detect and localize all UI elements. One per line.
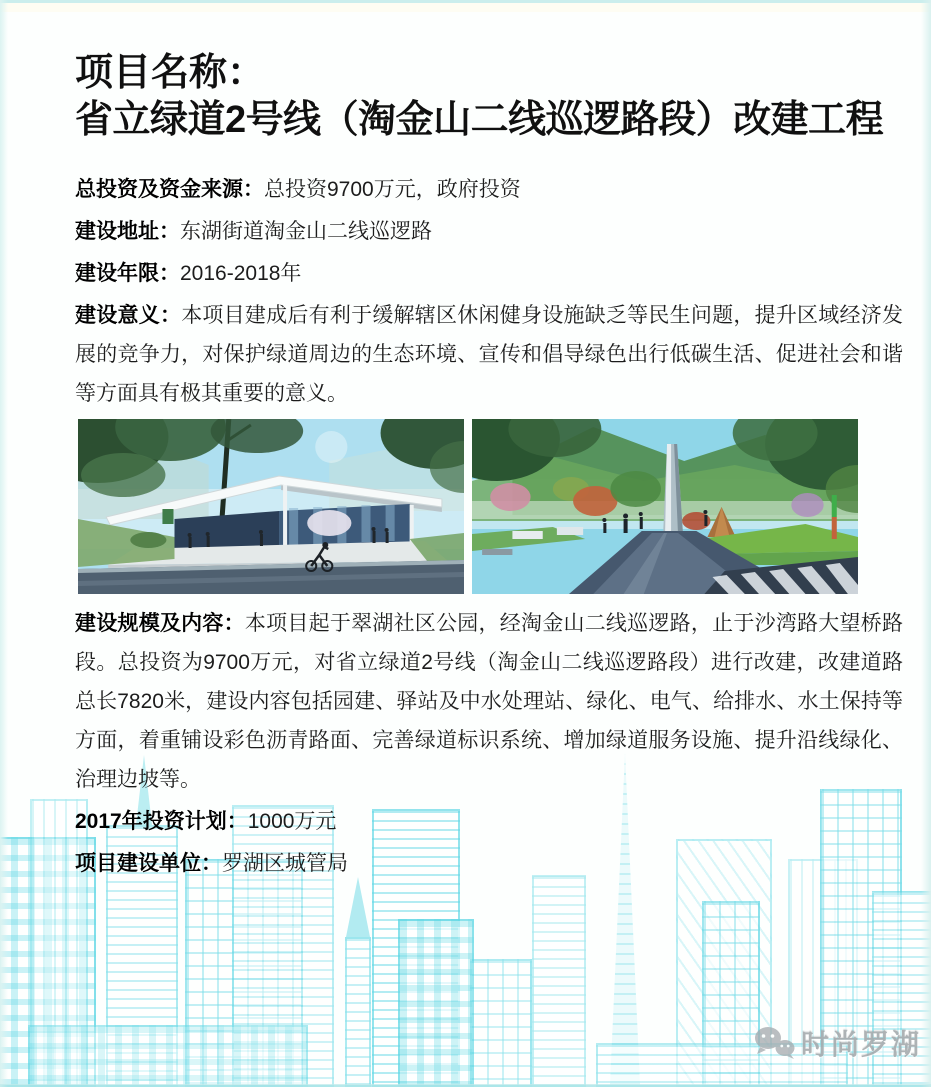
field-label: 项目建设单位： — [75, 852, 222, 875]
field-label: 建设规模及内容： — [75, 612, 245, 635]
field-value: 总投资9700万元，政府投资 — [264, 178, 521, 201]
field-construction-period — [75, 254, 903, 293]
page-title — [75, 50, 903, 144]
field-label: 建设意义： — [75, 304, 182, 327]
field-scale-content — [75, 604, 903, 799]
field-value: 东湖街道淘金山二线巡逻路 — [180, 220, 432, 243]
field-label: 建设地址： — [75, 220, 180, 243]
skyline-lowrise — [28, 1025, 308, 1087]
right-edge-tint — [921, 0, 931, 1087]
field-construction-unit — [75, 844, 903, 883]
field-value: 罗湖区城管局 — [222, 852, 348, 875]
skyline-building — [532, 875, 586, 1087]
field-significance — [75, 296, 903, 413]
field-location — [75, 212, 903, 251]
rendering-photo-station — [78, 419, 464, 594]
top-cream-band — [0, 3, 931, 12]
field-value: 本项目起于翠湖社区公园，经淘金山二线巡逻路，止于沙湾路大望桥路段。总投资为9700万元，对省立绿道2号线（淘金山二线巡逻路段）进行改建，改建道路总长7820米，建设内容包括园建、驿站及中水处理站、绿化、电气、给排水、水土保持等方面，着重铺设彩色沥青路面、完善绿道标识系统、增加绿道服务设施、提升沿线绿化、治理边坡等。 — [75, 612, 904, 791]
field-investment-source — [75, 170, 903, 209]
field-label: 2017年投资计划： — [75, 810, 248, 833]
field-value: 本项目建成后有利于缓解辖区休闲健身设施缺乏等民生问题，提升区域经济发展的竞争力，对保护绿道周边的生态环境、宣传和倡导绿色出行低碳生活、促进社会和谐等方面具有极其重要的意义。 — [75, 304, 904, 405]
watermark-text: 时尚罗湖 — [800, 1029, 921, 1060]
rendering-photo-greenway — [472, 419, 858, 594]
wechat-icon — [753, 1025, 797, 1061]
skyline-building — [470, 959, 532, 1087]
field-value: 2016-2018年 — [180, 262, 302, 285]
info-fields-bottom — [75, 604, 903, 883]
article-content — [0, 50, 931, 883]
field-label: 建设年限： — [75, 262, 180, 285]
field-label: 总投资及资金来源： — [75, 178, 264, 201]
skyline-building — [398, 919, 474, 1087]
skyline-building — [345, 937, 371, 1087]
project-name-label: 项目名称： — [75, 52, 266, 94]
left-edge-tint — [0, 0, 8, 1087]
project-name-value: 省立绿道2号线（淘金山二线巡逻路段）改建工程 — [75, 99, 884, 141]
info-fields-top — [75, 170, 903, 413]
skyline-steeple — [346, 874, 370, 937]
watermark — [753, 1023, 921, 1063]
field-2017-plan — [75, 802, 903, 841]
rendering-photos-row — [78, 419, 858, 594]
field-value: 1000万元 — [247, 810, 337, 833]
